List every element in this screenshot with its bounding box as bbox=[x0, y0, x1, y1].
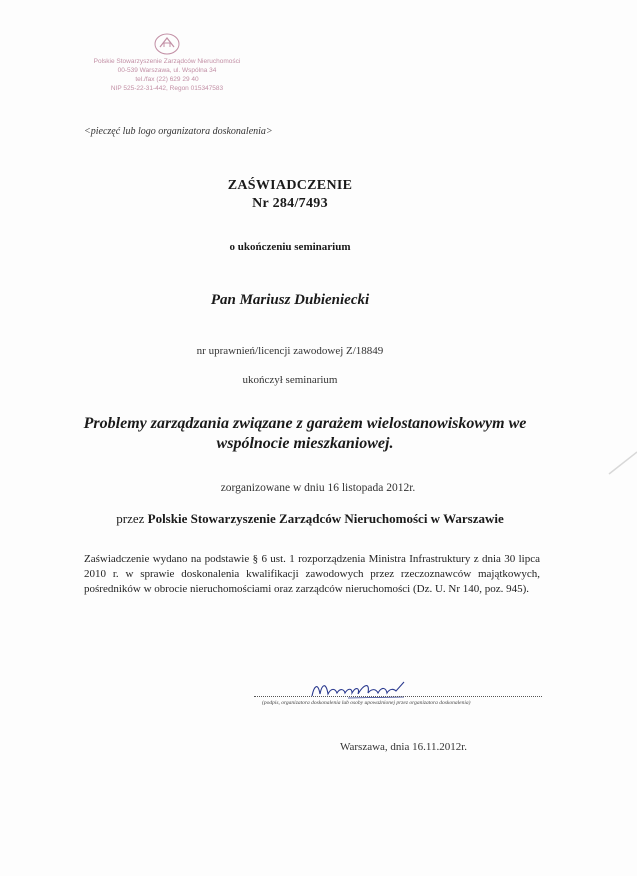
organizer-line bbox=[0, 511, 620, 527]
stamp-line: tel./fax (22) 629 29 40 bbox=[135, 76, 199, 83]
legal-basis-paragraph: Zaświadczenie wydano na podstawie § 6 ust. 1 rozporządzenia Ministra Infrastruktury z dnia 30 lipca 2010 r. w sprawie doskonalenia kwalifikacji zawodowych przez rzeczoznawców majątkowych, pośredników w obrocie nieruchomościami oraz zarządców nieruchomości (Dz. U. Nr 140, poz. 945). bbox=[84, 553, 540, 595]
seminar-date: zorganizowane w dniu 16 listopada 2012r. bbox=[220, 482, 416, 494]
seminar-topic: Problemy zarządzania związane z garażem wielostanowiskowym we wspólnocie mieszkaniowej. bbox=[83, 415, 527, 452]
organizer-prefix: przez bbox=[116, 511, 145, 526]
scan-edge-mark bbox=[597, 448, 637, 478]
document-title: ZAŚWIADCZENIE bbox=[227, 178, 353, 193]
place-and-date: Warszawa, dnia 16.11.2012r. bbox=[340, 741, 468, 753]
license-number: nr uprawnień/licencji zawodowej Z/18849 bbox=[196, 345, 384, 357]
stamp-line: Polskie Stowarzyszenie Zarządców Nieruchomości bbox=[93, 58, 241, 65]
stamp-line: NIP 525-22-31-442, Regon 015347583 bbox=[110, 85, 224, 92]
organizer-logo-icon bbox=[152, 32, 182, 56]
completion-statement: ukończył seminarium bbox=[242, 374, 338, 386]
stamp-line: 00-539 Warszawa, ul. Wspólna 34 bbox=[117, 67, 217, 74]
organizer-stamp bbox=[92, 28, 242, 102]
certificate-number: Nr 284/7493 bbox=[252, 196, 328, 211]
logo-placeholder-text: <pieczęć lub logo organizatora doskonalenia> bbox=[84, 126, 273, 137]
organizer-name: Polskie Stowarzyszenie Zarządców Nieruchomości w Warszawie bbox=[147, 511, 504, 526]
signature-block bbox=[254, 676, 544, 716]
signature-caption: (podpis, organizatora doskonalenia lub osoby upoważnionej przez organizatora doskonalenia) bbox=[262, 700, 471, 706]
signature-line bbox=[254, 696, 542, 697]
recipient-name: Pan Mariusz Dubieniecki bbox=[210, 292, 370, 308]
document-subtitle: o ukończeniu seminarium bbox=[229, 241, 351, 253]
